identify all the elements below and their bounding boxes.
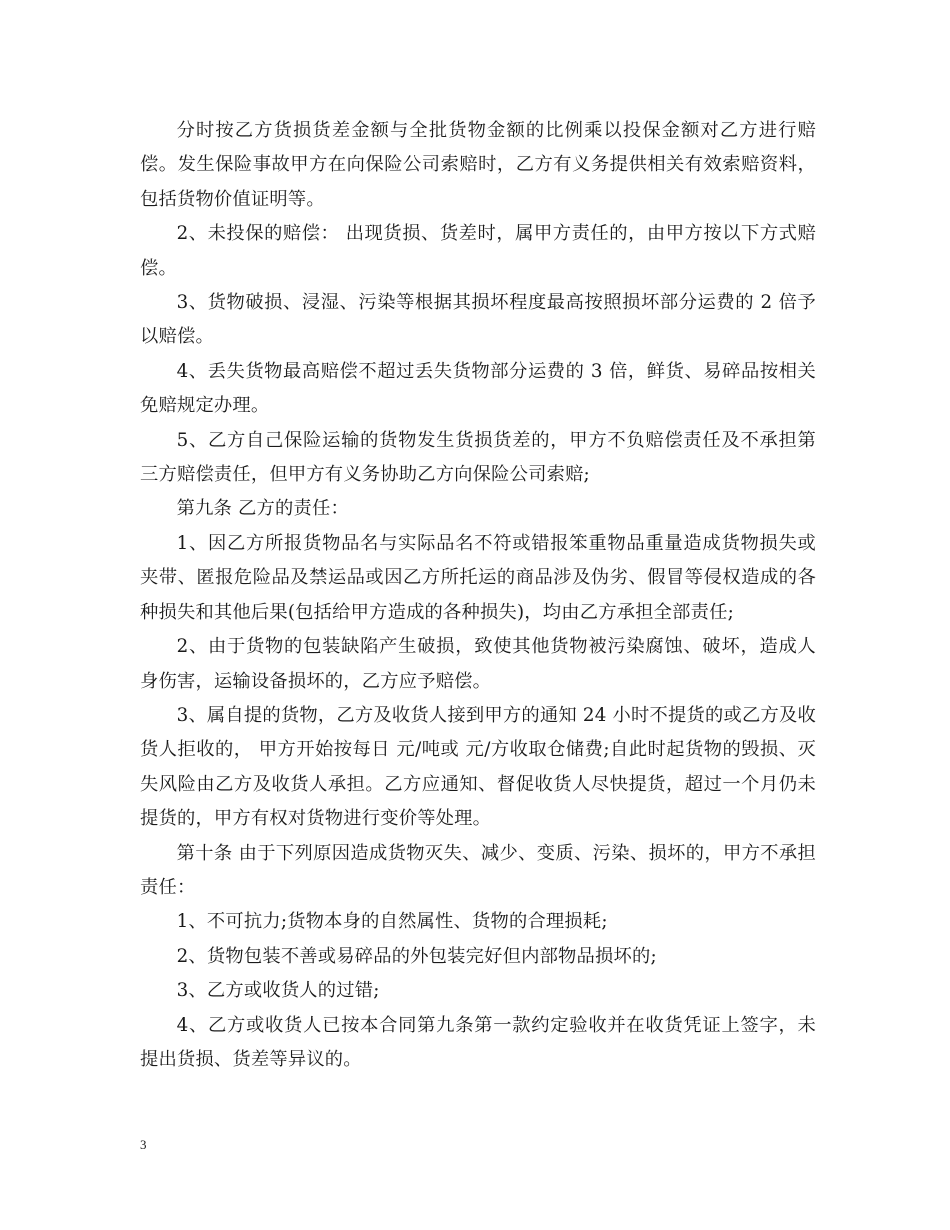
paragraph-uninsured-compensation: 2、未投保的赔偿： 出现货损、货差时，属甲方责任的，由甲方按以下方式赔偿。 — [140, 223, 816, 279]
paragraph-self-insured: 5、乙方自己保险运输的货物发生货损货差的，甲方不负赔偿责任及不承担第三方赔偿责任，但甲方有义务协助乙方向保险公司索赔; — [140, 429, 816, 486]
paragraph-compensation-insured: 分时按乙方货损货差金额与全批货物金额的比例乘以投保金额对乙方进行赔偿。发生保险事故甲方在向保险公司索赔时，乙方有义务提供相关有效索赔资料，包括货物价值证明等。 — [140, 120, 816, 210]
paragraph-poor-packaging: 2、货物包装不善或易碎品的外包装完好但内部物品损坏的; — [176, 945, 657, 967]
paragraph-self-pickup: 3、属自提的货物，乙方及收货人接到甲方的通知 24 小时不提货的或乙方及收货人拒收的， 甲方开始按每日 元/吨或 元/方收取仓储费;自此时起货物的毁损、灭失风险由乙方及收货人承担。乙方应通知、督促收货人尽快提货，超过一个月仍未提货的，甲方有权对货物进行变价等处理。 — [140, 704, 816, 830]
paragraph-misreport-liability: 1、因乙方所报货物品名与实际品名不符或错报笨重物品重量造成货物损失或夹带、匿报危险品及禁运品或因乙方所托运的商品涉及伪劣、假冒等侵权造成的各种损失和其他后果(包括给甲方造成的各种损失)，均由乙方承担全部责任; — [140, 532, 816, 623]
page-number: 3 — [140, 1137, 147, 1152]
paragraph-damage-compensation: 3、货物破损、浸湿、污染等根据其损坏程度最高按照损坏部分运费的 2 倍予以赔偿。 — [140, 292, 816, 348]
body-text — [140, 114, 816, 1077]
paragraph-force-majeure: 1、不可抗力;货物本身的自然属性、货物的合理损耗; — [176, 911, 608, 933]
paragraph-loss-compensation: 4、丢失货物最高赔偿不超过丢失货物部分运费的 3 倍，鲜货、易碎品按相关免赔规定办理。 — [140, 360, 816, 417]
paragraph-signed-receipt: 4、乙方或收货人已按本合同第九条第一款约定验收并在收货凭证上签字，未提出货损、货差等异议的。 — [140, 1014, 816, 1070]
article-10-heading: 第十条 由于下列原因造成货物灭失、减少、变质、污染、损坏的，甲方不承担责任： — [140, 842, 816, 898]
paragraph-packaging-defect: 2、由于货物的包装缺陷产生破损，致使其他货物被污染腐蚀、破坏，造成人身伤害，运输设备损坏的，乙方应予赔偿。 — [140, 636, 816, 692]
paragraph-party-fault: 3、乙方或收货人的过错; — [176, 980, 380, 1002]
article-9-heading: 第九条 乙方的责任： — [176, 498, 349, 520]
